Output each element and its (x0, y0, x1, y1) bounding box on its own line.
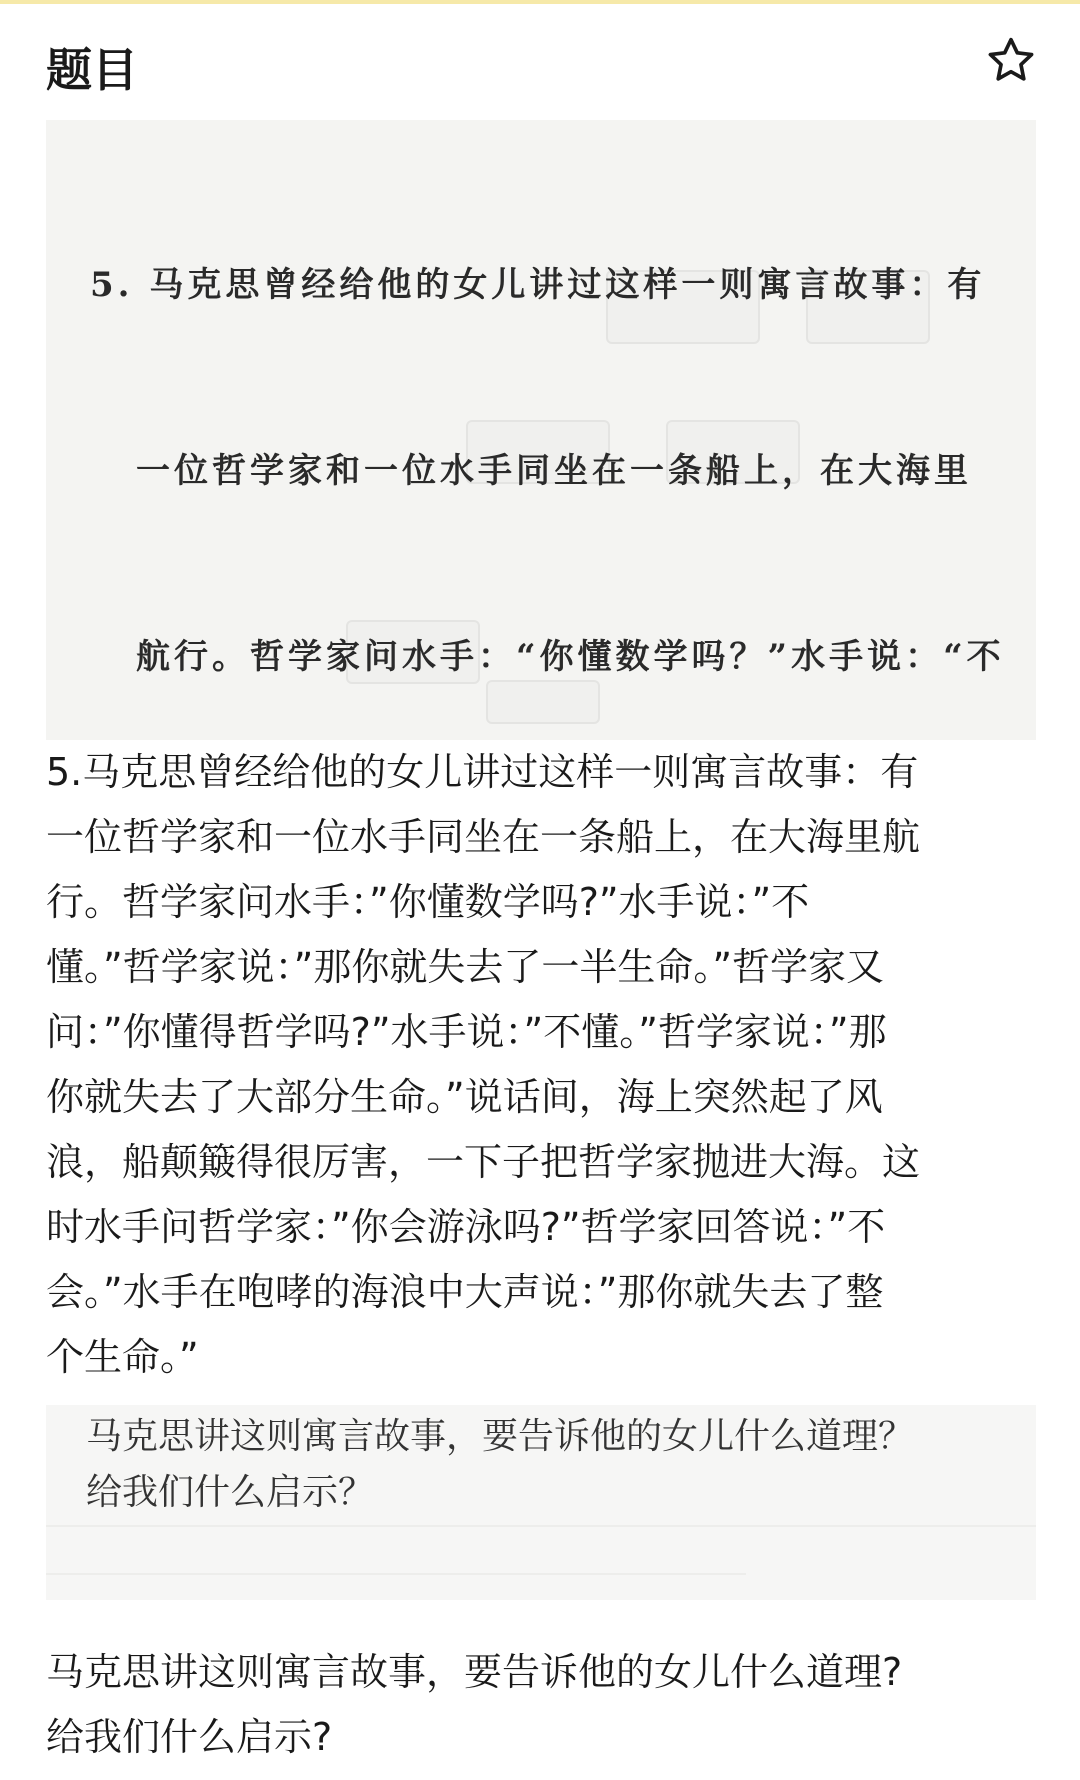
question-line: 你就失去了大部分生命。”说话间，海上突然起了风 (46, 1075, 883, 1119)
page-header (0, 0, 1080, 118)
scanned-question-image (46, 120, 1036, 740)
scanned-subquestion-image (46, 1405, 1036, 1600)
question-line: 懂。”哲学家说：”那你就失去了一半生命。”哲学家又 (46, 945, 885, 989)
question-line: 个生命。” (46, 1335, 199, 1379)
recognized-question-text (46, 740, 1036, 1390)
subquestion-line: 给我们什么启示? (46, 1715, 333, 1759)
page-title: 题目 (46, 43, 138, 97)
question-line: 浪，船颠簸得很厉害，一下子把哲学家抛进大海。这 (46, 1140, 921, 1184)
scanned-subquestion-text (86, 1409, 914, 1521)
question-line: 行。哲学家问水手：”你懂数学吗?”水手说：”不 (46, 880, 810, 924)
scanned-subquestion-line: 马克思讲这则寓言故事，要告诉他的女儿什么道理？ (86, 1416, 915, 1457)
scanned-line: 5. 马克思曾经给他的女儿讲过这样一则寓言故事：有 (90, 265, 986, 305)
scanned-question-text (90, 130, 1010, 740)
question-line: 时水手问哲学家：”你会游泳吗?”哲学家回答说：”不 (46, 1205, 886, 1249)
question-line: 5.马克思曾经给他的女儿讲过这样一则寓言故事：有 (46, 750, 919, 794)
question-line: 一位哲学家和一位水手同坐在一条船上，在大海里航 (46, 815, 921, 859)
scanned-line: 航行。哲学家问水手：“你懂数学吗？”水手说：“不 (136, 637, 1005, 677)
recognized-subquestion-text (46, 1640, 1036, 1770)
scanned-line: 一位哲学家和一位水手同坐在一条船上，在大海里 (136, 451, 972, 491)
scanned-subquestion-line: 给我们什么启示？ (86, 1472, 375, 1513)
star-icon[interactable] (985, 34, 1037, 86)
subquestion-line: 马克思讲这则寓言故事，要告诉他的女儿什么道理? (46, 1650, 903, 1694)
question-line: 会。”水手在咆哮的海浪中大声说：”那你就失去了整 (46, 1270, 884, 1314)
question-line: 问：”你懂得哲学吗?”水手说：”不懂。”哲学家说：”那 (46, 1010, 887, 1054)
